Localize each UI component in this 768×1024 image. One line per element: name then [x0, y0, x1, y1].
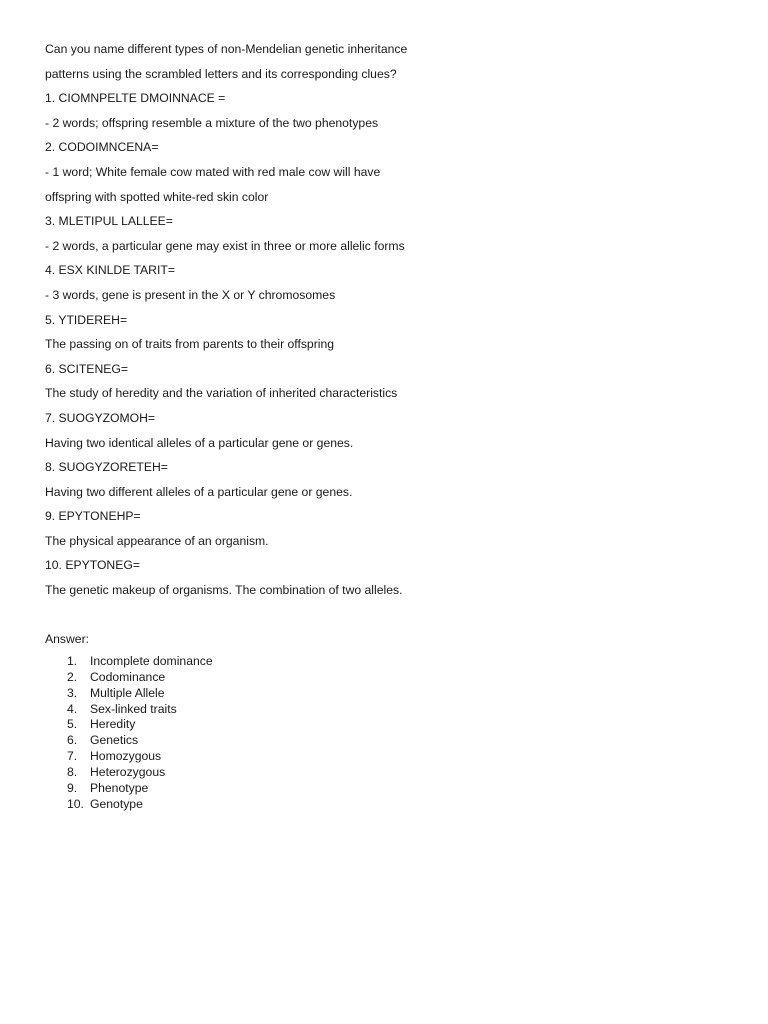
- list-item-text: Homozygous: [90, 749, 162, 764]
- clue-line: - 2 words; offspring resemble a mixture of the two phenotypes: [45, 115, 379, 130]
- question-line: 10. EPYTONEG=: [45, 558, 140, 573]
- list-item: [45, 749, 735, 765]
- list-item: [45, 670, 735, 686]
- list-item: [45, 781, 735, 797]
- list-number: 1.: [67, 653, 78, 668]
- question-line: 8. SUOGYZORETEH=: [45, 460, 168, 475]
- question-line: 1. CIOMNPELTE DMOINNACE =: [45, 91, 226, 106]
- clue-line: The passing on of traits from parents to their offspring: [45, 337, 335, 352]
- list-item-text: Sex-linked traits: [90, 701, 177, 716]
- question-line: 6. SCITENEG=: [45, 361, 128, 376]
- clue-line: The study of heredity and the variation of inherited characteristics: [45, 386, 398, 401]
- clue-line: Having two different alleles of a particular gene or genes.: [45, 484, 353, 499]
- document-body: [45, 37, 735, 813]
- list-number: 3.: [67, 685, 78, 700]
- clue-line: Having two identical alleles of a particular gene or genes.: [45, 435, 354, 450]
- intro-line: Can you name different types of non-Mendelian genetic inheritance: [45, 42, 408, 56]
- blank-spacer: [45, 603, 735, 628]
- question-line: 7. SUOGYZOMOH=: [45, 410, 156, 425]
- list-item-text: Genetics: [90, 733, 139, 748]
- clue-line: offspring with spotted white-red skin color: [45, 189, 269, 204]
- list-item: [45, 733, 735, 749]
- question-line: 2. CODOIMNCENA=: [45, 140, 159, 155]
- list-item-text: Codominance: [90, 669, 166, 684]
- list-item-text: Heredity: [90, 717, 136, 732]
- question-line: 3. MLETIPUL LALLEE=: [45, 214, 173, 229]
- list-number: 8.: [67, 765, 78, 780]
- question-line: 5. YTIDEREH=: [45, 312, 128, 327]
- list-item: [45, 702, 735, 718]
- list-number: 6.: [67, 733, 78, 748]
- clue-line: - 1 word; White female cow mated with red male cow will have: [45, 164, 381, 179]
- list-number: 10.: [67, 796, 84, 811]
- question-line: 9. EPYTONEHP=: [45, 509, 141, 524]
- list-item-text: Multiple Allele: [90, 685, 165, 700]
- list-number: 5.: [67, 717, 78, 732]
- clue-line: - 3 words, gene is present in the X or Y chromosomes: [45, 287, 336, 302]
- list-number: 9.: [67, 780, 78, 795]
- list-item-text: Heterozygous: [90, 765, 166, 780]
- answer-heading: Answer:: [45, 632, 90, 647]
- list-item-text: Genotype: [90, 796, 143, 811]
- list-item: [45, 797, 735, 813]
- clue-line: The physical appearance of an organism.: [45, 533, 269, 548]
- answer-list: [45, 654, 735, 813]
- list-item: [45, 686, 735, 702]
- list-item: [45, 717, 735, 733]
- list-item: [45, 765, 735, 781]
- list-item: [45, 654, 735, 670]
- list-number: 2.: [67, 669, 78, 684]
- intro-line: patterns using the scrambled letters and its corresponding clues?: [45, 66, 397, 81]
- clue-line: - 2 words, a particular gene may exist in three or more allelic forms: [45, 238, 405, 253]
- list-number: 7.: [67, 749, 78, 764]
- list-item-text: Incomplete dominance: [90, 653, 213, 668]
- list-number: 4.: [67, 701, 78, 716]
- question-line: 4. ESX KINLDE TARIT=: [45, 263, 175, 278]
- clue-line: The genetic makeup of organisms. The combination of two alleles.: [45, 583, 403, 598]
- list-item-text: Phenotype: [90, 780, 149, 795]
